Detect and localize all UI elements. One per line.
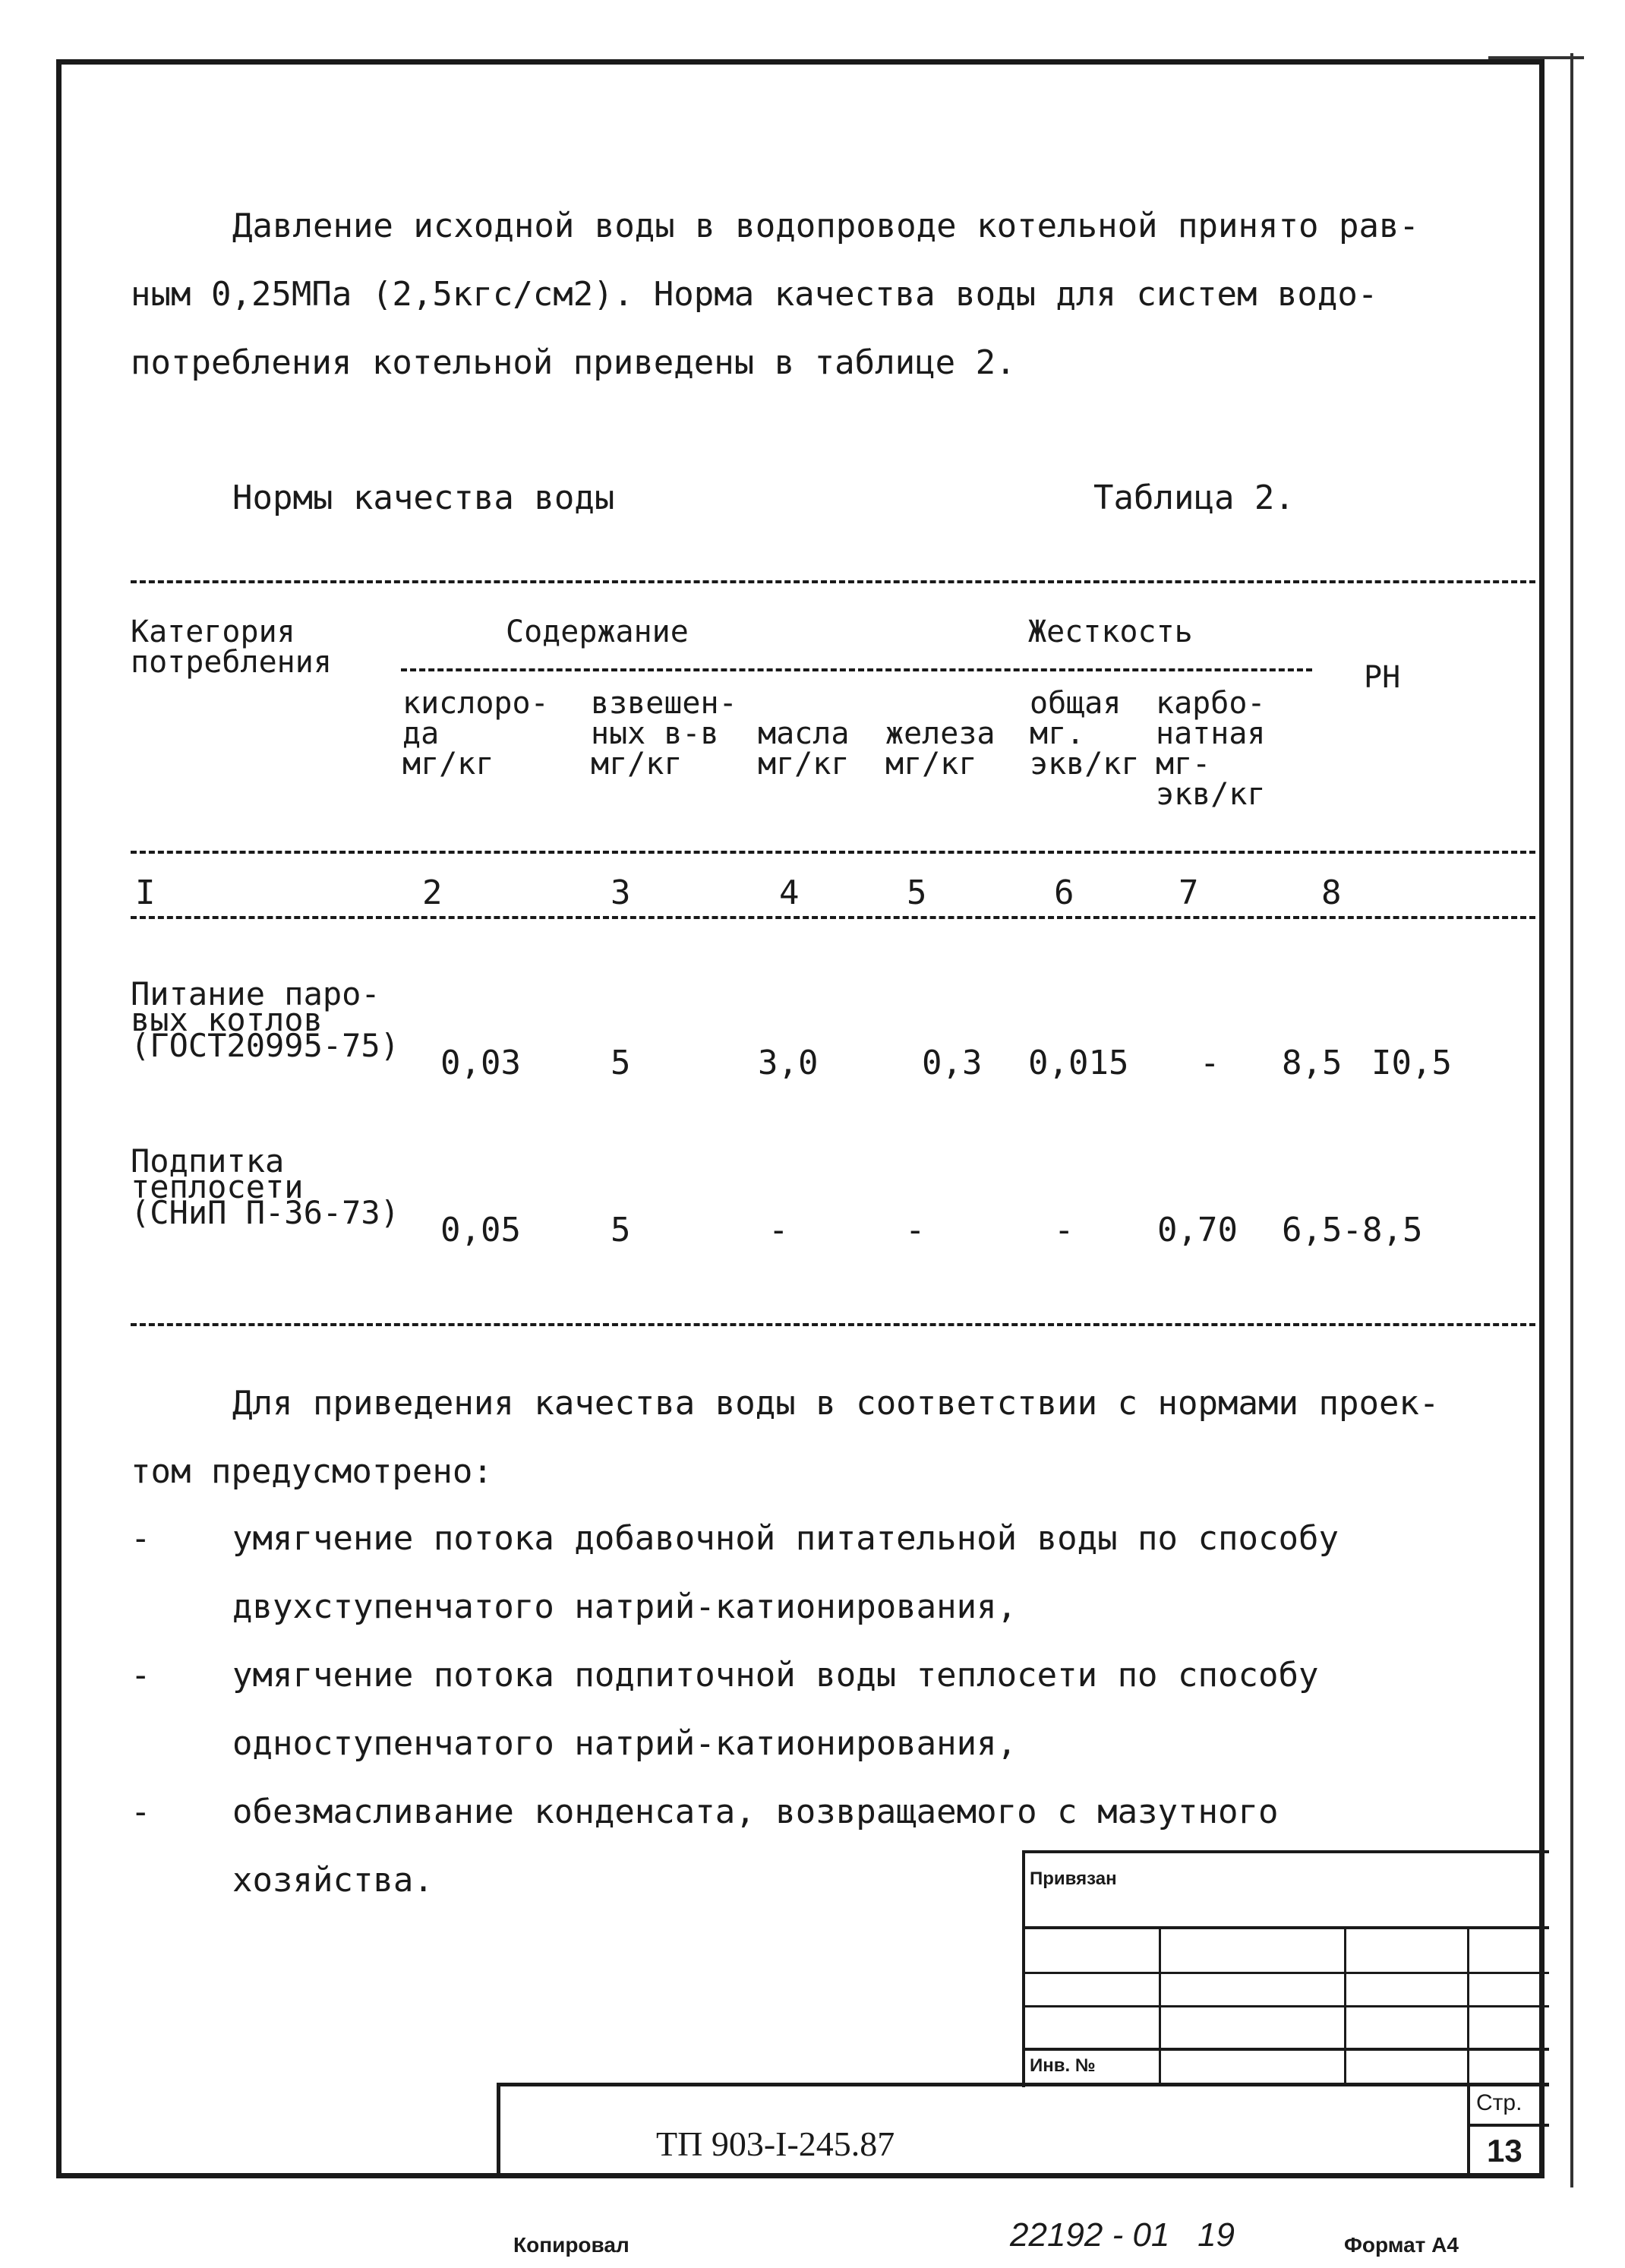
margin-line (1570, 53, 1573, 2187)
col-number: 5 (907, 873, 927, 912)
stamp-line (1022, 2048, 1549, 2051)
list-item-cont: двухступенчатого натрий-катионирования, (232, 1587, 1018, 1626)
table-cell: - (1054, 1211, 1074, 1249)
document-designation: ТП 903-I-245.87 (656, 2124, 895, 2163)
header-hardness: Жесткость (1028, 614, 1193, 649)
table-rule-header (131, 851, 1535, 854)
copied-label: Копировал (513, 2233, 629, 2257)
stamp-line (1022, 1850, 1025, 2087)
margin-line-top (1488, 56, 1584, 59)
table-rule-top (131, 580, 1535, 583)
table-cell: 0,015 (1028, 1044, 1129, 1082)
col-number: 4 (779, 873, 800, 912)
table-cell: 8,5 (1282, 1044, 1343, 1082)
stamp-line (1022, 1926, 1549, 1929)
page-number: 13 (1487, 2133, 1522, 2168)
title-block-line (1467, 2124, 1549, 2127)
table-cell: - (768, 1211, 789, 1249)
row-label: Питание паро- вых котлов (ГОСТ20995-75) (131, 975, 400, 1064)
page-label: Стр. (1476, 2090, 1522, 2115)
list-item-cont: одноступенчатого натрий-катионирования, (232, 1724, 1018, 1763)
header-ph: PH (1364, 660, 1401, 695)
stamp-line (1159, 1926, 1161, 2084)
table-cell: - (1200, 1044, 1220, 1082)
col-number: I (135, 873, 156, 912)
stamp-line (1344, 1926, 1346, 2084)
order-number: 22192 - 01 19 (1010, 2216, 1235, 2254)
table-cell: - (905, 1211, 926, 1249)
table-caption: Нормы качества воды (232, 479, 615, 517)
col-number: 7 (1179, 873, 1199, 912)
header-oil: масла мг/кг (758, 716, 850, 782)
col-number: 2 (422, 873, 443, 912)
header-hardness-total: общая мг. экв/кг (1030, 686, 1140, 782)
title-block-line (497, 2083, 1549, 2086)
list-item: умягчение потока подпиточной воды теплосети по способу (232, 1656, 1319, 1695)
stamp-line (1022, 1850, 1549, 1853)
inv-label: Инв. № (1030, 2055, 1096, 2076)
bound-label: Привязан (1030, 1868, 1117, 1889)
table-number: Таблица 2. (1093, 479, 1295, 517)
intro-line-3: потребления котельной приведены в таблице 2. (131, 343, 1016, 382)
list-item: обезмасливание конденсата, возвращаемого с мазутного (232, 1793, 1279, 1831)
intro-line-2: ным 0,25МПа (2,5кгс/см2). Норма качества воды для систем водо- (131, 275, 1378, 314)
col-number: 6 (1054, 873, 1074, 912)
header-oxygen: кислоро- да мг/кг (402, 686, 549, 782)
table-cell: 5 (611, 1211, 631, 1249)
list-item: умягчение потока добавочной питательной воды по способу (232, 1519, 1339, 1558)
table-cell: 0,03 (440, 1044, 521, 1082)
conclusion-line-1: Для приведения качества воды в соответствии с нормами проек- (232, 1384, 1440, 1423)
list-bullet: - (131, 1793, 151, 1831)
stamp-line (1022, 1972, 1549, 1974)
header-content: Содержание (506, 614, 689, 649)
table-cell: 3,0 (758, 1044, 819, 1082)
table-cell: 5 (611, 1044, 631, 1082)
table-cell: I0,5 (1371, 1044, 1452, 1082)
format-label: Формат А4 (1344, 2233, 1459, 2257)
stamp-line (1022, 2005, 1549, 2007)
intro-line-1: Давление исходной воды в водопроводе котельной принято рав- (232, 207, 1419, 245)
list-bullet: - (131, 1656, 151, 1695)
table-cell: 0,70 (1157, 1211, 1238, 1249)
table-cell: 0,05 (440, 1211, 521, 1249)
table-rule-numbers (131, 916, 1535, 919)
row-label: Подпитка теплосети (СНиП П-36-73) (131, 1142, 400, 1231)
title-block-line (497, 2083, 500, 2178)
col-number: 3 (611, 873, 631, 912)
header-suspended: взвешен- ных в-в мг/кг (591, 686, 737, 782)
header-hardness-carb: карбо- натная мг- экв/кг (1156, 686, 1266, 812)
header-iron: железа мг/кг (885, 716, 996, 782)
table-rule-bottom (131, 1323, 1535, 1326)
table-cell: 6,5-8,5 (1282, 1211, 1423, 1249)
header-category: Категория потребления (131, 614, 332, 680)
conclusion-line-2: том предусмотрено: (131, 1452, 493, 1491)
list-bullet: - (131, 1519, 151, 1558)
title-block-line (1467, 2083, 1470, 2178)
table-rule-sub (401, 668, 1312, 671)
table-cell: 0,3 (922, 1044, 983, 1082)
stamp-line (1467, 1926, 1469, 2084)
col-number: 8 (1321, 873, 1342, 912)
list-item-cont: хозяйства. (232, 1861, 434, 1900)
